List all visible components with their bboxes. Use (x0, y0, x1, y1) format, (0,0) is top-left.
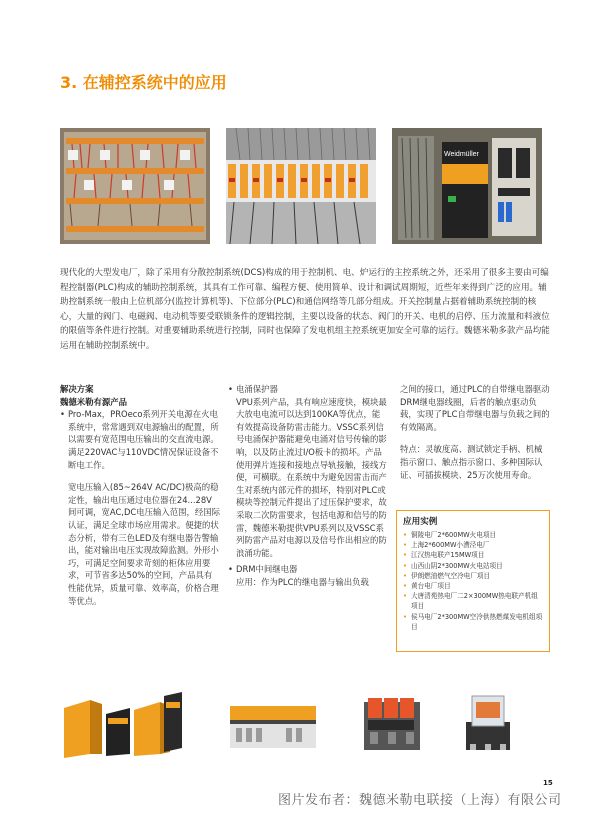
bullet-icon: • (403, 541, 407, 550)
surge-protector-image (358, 688, 428, 758)
case-text: 铜陵电厂2*600MW火电项目 (411, 531, 497, 539)
bullet-icon: • (403, 612, 407, 621)
relay-interface-text: 之间的接口，通过PLC的自带继电器驱动DRM继电器线圈，后者的触点驱动负载，实现了PLC自带继电器与负载之间的有效隔离。 (400, 384, 550, 432)
power-supply-specs: 宽电压输入(85~264V AC/DC)极高的稳定性，输出电压通过电位器在24...28V间可调，宽AC,DC电压输入范围，经国际认证，满足全球市场应用需求。便捷的状态分析，带有三色LED及有继电器告警输出，能对输出电压实现故障监测。外形小巧，可满足空间要求苛刻的柜体应用要求，可节省多达50%的空间，产品具有性能优异，质量可靠、效率高，价格合理等优点。 (68, 482, 221, 606)
solutions-heading: 解决方案 (60, 384, 94, 394)
list-item (403, 612, 543, 632)
power-supply-units-image (60, 688, 188, 758)
bullet-icon: • (403, 592, 407, 601)
bullet-icon: • (60, 409, 65, 420)
bullet-icon: • (403, 561, 407, 570)
publisher-watermark: 图片发布者：魏德米勒电联接（上海）有限公司 (278, 793, 562, 808)
case-text: 山西山阴2*300MW火电站项目 (411, 561, 503, 570)
list-item (403, 581, 543, 591)
application-cases-box (396, 510, 550, 652)
page-number: 15 (543, 779, 553, 787)
list-item (403, 550, 543, 560)
intro-paragraph: 现代化的大型发电厂，除了采用有分散控制系统(DCS)构成的用于控制机、电、炉运行的主控系统之外，还采用了很多主要由可编程控制器(PLC)构成的辅助控制系统，其具有工作可靠、编程方便、使用简单、设计和调试周期短，近些年来得到广泛的应用。辅助控制系统一般由上位机部分(监控计算机等)、下位部分(PLC)和通信网络等几部分组成。开关控制量占据着辅助系统控制的核心，大量的阀门、电磁阀、电动机等要受联锁条件的逻辑控制，主要以设备的状态、阀门的开关、电机的启停、压力流量和料液位的限值等条件进行控制。对重要辅助系统进行控制，同时也保障了发电机组主控系统更加安全可靠的运行。魏德米勒多款产品均能运用在辅助控制系统中。 (60, 268, 550, 351)
case-text: 黄台电厂项目 (411, 582, 451, 591)
relay-application-text: 应用：作为PLC的继电器与输出负载 (236, 576, 369, 587)
terminal-rail-photo (226, 128, 376, 244)
list-item (403, 540, 543, 550)
bullet-icon: • (228, 564, 233, 575)
device-brand-label: Weidmüller (444, 151, 479, 158)
bullet-icon: • (403, 551, 407, 560)
protection-column (228, 383, 388, 589)
bullet-icon: • (403, 531, 407, 539)
solutions-column (60, 383, 220, 607)
power-supply-cabinet-photo (392, 128, 542, 244)
case-text: 大唐清苑热电厂二2×300MW热电联产机组项目 (411, 592, 538, 611)
relay-column (400, 383, 550, 481)
relay-heading-row (228, 563, 388, 576)
surge-protector-heading: 电涌保护器 (236, 384, 278, 394)
power-supply-text: Pro-Max，PROeco系列开关电源在火电系统中，常常遇到双电源输出的配置，所以需要有宽范围电压输出的交直流电源。满足220VAC与110VDC情况保证设备不断电工作。 (68, 409, 219, 470)
page-title: 3. 在辅控系统中的应用 (60, 73, 227, 92)
case-text: 江汉热电联产15MW项目 (411, 551, 485, 560)
bullet-icon: • (403, 571, 407, 580)
case-text: 伊朗燃油燃气空冷电厂项目 (411, 571, 491, 580)
relay-features-text: 特点：灵敏度高、测试锁定手柄、机械指示窗口、触点指示窗口、多种国际认证、可插拔模块、25万次使用寿命。 (400, 444, 543, 480)
wiring-cabinet-photo (60, 128, 210, 244)
power-supply-bullet (60, 408, 220, 471)
application-cases-title: 应用实例 (403, 517, 438, 527)
case-text: 上海2*600MW小漕泾电厂 (411, 541, 490, 550)
surge-protector-text: VPU系列产品，具有响应速度快，模块最大放电电流可以达到100KA等优点，能有效提高设备防雷击能力。VSSC系列信号电涌保护器能避免电涌对信号传输的影响，以及防止流过I/O板卡的损坏。产品使用弹片连接和接地点导轨接触，接线方便，可横联。在系统中为避免因雷击而产生对系统内部元件的损坏，特别对PLC或模块等控制元件提出了过压保护要求，故采取二次防雷要求，包括电源和信号的防雷，魏德米勒提供VPU系列以及VSSC系列防雷产品对电源以及信号作出相应的防浪涌功能。 (236, 396, 387, 558)
list-item (403, 561, 543, 571)
surge-protector-heading-row (228, 383, 388, 396)
bullet-icon: • (403, 582, 407, 591)
bullet-icon: • (228, 384, 233, 394)
pro-eco-power-supply-image (224, 688, 324, 758)
list-item (403, 530, 543, 540)
list-item (403, 591, 543, 611)
list-item (403, 571, 543, 581)
active-products-subheading: 魏德米勒有源产品 (60, 396, 127, 407)
relay-module-image (458, 688, 518, 758)
case-text: 侯马电厂2*300MW空冷供热燃煤发电机组项目 (411, 612, 543, 631)
relay-heading: DRM中间继电器 (236, 564, 298, 575)
